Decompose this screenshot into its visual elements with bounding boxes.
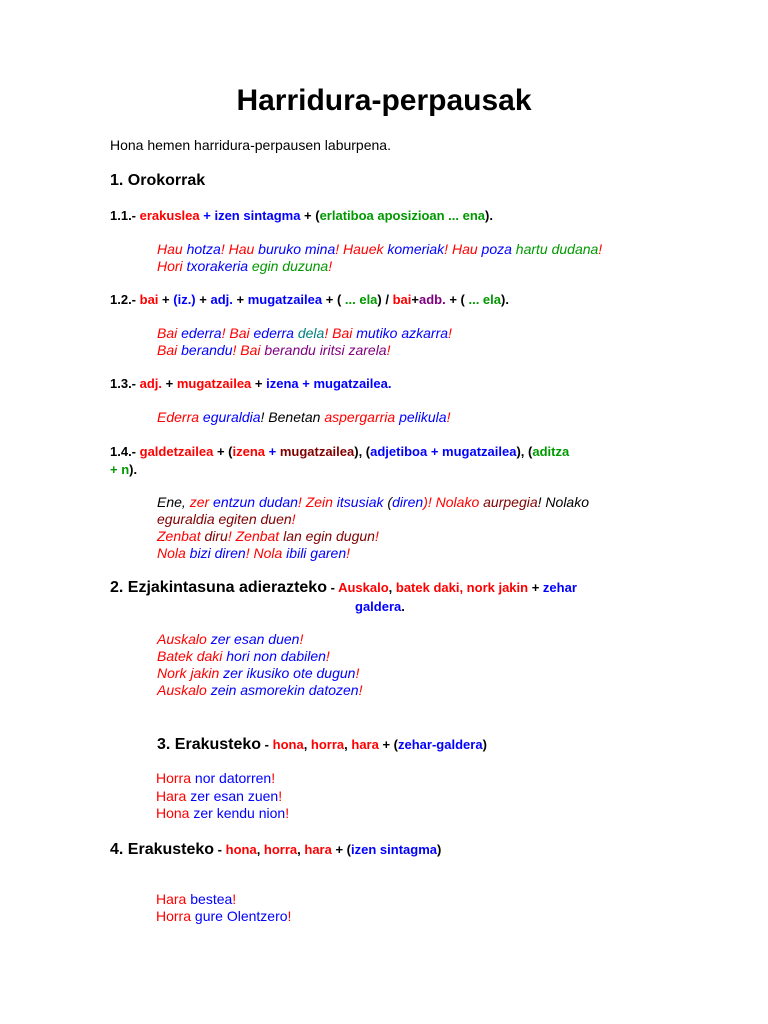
section-heading-1: 1. Orokorrak xyxy=(110,172,206,189)
example-3-line-3: Hona zer kendu nion! xyxy=(156,805,290,821)
example-1-4-line-3: Zenbat diru! Zenbat lan egin dugun! xyxy=(157,528,379,544)
section-2-rule-line-2: galdera. xyxy=(355,599,405,614)
example-2-line-4: Auskalo zein asmorekin datozen! xyxy=(157,682,363,698)
example-1-2-line-1: Bai ederra! Bai ederra dela! Bai mutiko azkarra! xyxy=(157,325,452,341)
example-2-line-1: Auskalo zer esan duen! xyxy=(157,631,304,647)
example-3-line-2: Hara zer esan zuen! xyxy=(156,788,283,804)
example-4-line-2: Horra gure Olentzero! xyxy=(156,908,292,924)
rule-1-4-line-1: 1.4.- galdetzailea + (izena + mugatzailea), (adjetiboa + mugatzailea), (aditza xyxy=(110,444,570,459)
intro-text: Hona hemen harridura-perpausen laburpena. xyxy=(110,137,391,153)
example-1-3-line-1: Ederra eguraldia! Benetan aspergarria pelikula! xyxy=(157,409,451,425)
rule-1-3: 1.3.- adj. + mugatzailea + izena + mugatzailea. xyxy=(110,376,392,391)
example-2-line-2: Batek daki hori non dabilen! xyxy=(157,648,330,664)
rule-1-1: 1.1.- erakuslea + izen sintagma + (erlatiboa aposizioan ... ena). xyxy=(110,208,493,223)
page-title: Harridura-perpausak xyxy=(236,84,532,117)
example-1-4-line-4: Nola bizi diren! Nola ibili garen! xyxy=(157,545,351,561)
example-2-line-3: Nork jakin zer ikusiko ote dugun! xyxy=(157,665,360,681)
example-1-1-line-1: Hau hotza! Hau buruko mina! Hauek komeriak! Hau poza hartu dudana! xyxy=(157,241,603,257)
example-4-line-1: Hara bestea! xyxy=(156,891,237,907)
rule-1-4-line-2: + n). xyxy=(110,462,138,477)
section-heading-2: 2. Ezjakintasuna adierazteko - Auskalo, batek daki, nork jakin + zehar xyxy=(110,579,577,596)
rule-1-2: 1.2.- bai + (iz.) + adj. + mugatzailea + ( ... ela) / bai+adb. + ( ... ela). xyxy=(110,292,509,307)
section-heading-4: 4. Erakusteko - hona, horra, hara + (izen sintagma) xyxy=(110,841,442,858)
example-1-4-line-2: eguraldia egiten duen! xyxy=(157,511,296,527)
example-3-line-1: Horra nor datorren! xyxy=(156,770,276,786)
example-1-1-line-2: Hori txorakeria egin duzuna! xyxy=(157,258,333,274)
example-1-2-line-2: Bai berandu! Bai berandu iritsi zarela! xyxy=(157,342,391,358)
section-heading-3: 3. Erakusteko - hona, horra, hara + (zehar-galdera) xyxy=(157,736,487,753)
example-1-4-line-1: Ene, zer entzun dudan! Zein itsusiak (diren)! Nolako aurpegia! Nolako xyxy=(157,494,589,510)
